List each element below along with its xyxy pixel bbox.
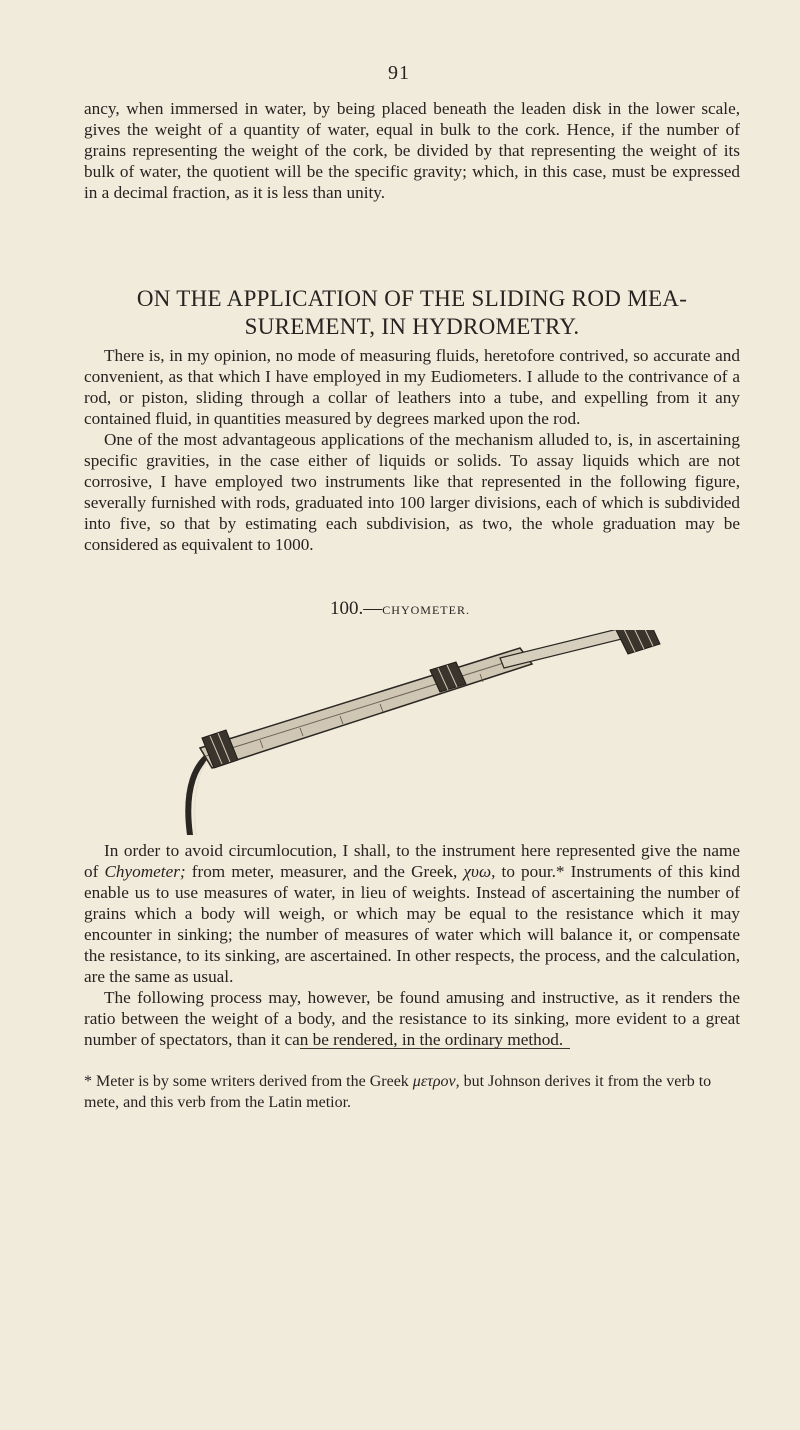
figure-label: CHYOMETER. <box>382 603 470 617</box>
footnote <box>84 1071 740 1113</box>
greek-word-pour: χυω, <box>463 862 496 881</box>
paragraph-process: The following process may, however, be found amusing and instructive, as it renders the ratio between the weight of a body, and the resistance to its sinking, more evident to a great number of spectators, than it can be rendered, in the ordinary method. <box>84 988 740 1049</box>
greek-word-metron: μετρον, <box>412 1073 460 1090</box>
paragraph-specific-gravities: One of the most advantageous applications of the mechanism alluded to, is, in ascertaining specific gravities, in the case either of liquids or solids. To assay liquids which are not corrosive, I have employed two instruments like that represented in the following figure, severally furnished with rods, graduated into 100 larger divisions, each of which is subdivided into five, so that by estimating each subdivision, as two, the whole graduation may be considered as equivalent to 1000. <box>84 430 740 554</box>
collar-lower <box>202 730 238 768</box>
footnote-divider <box>300 1048 570 1049</box>
page-number: 91 <box>388 62 410 84</box>
footnote-text-2: but Johnson derives it from the verb to mete, and this verb from the Latin metior. <box>84 1073 712 1111</box>
figure-caption: 100.—CHYOMETER. <box>330 598 470 619</box>
figure-number: 100. <box>330 598 364 619</box>
paragraph-chyometer-text-2: from meter, measurer, and the Greek, <box>185 862 464 881</box>
continued-paragraph: ancy, when immersed in water, by being placed beneath the leaden disk in the lower scale, gives the weight of a quantity of water, equal in bulk to the cork. Hence, if the number of grains representing the weight of the cork, be divided by that representing the weight of its bulk of water, the quotient will be the specific gravity; which, in this case, must be expressed in a decimal fraction, as it is less than unity. <box>84 99 740 202</box>
tube-barrel <box>200 648 532 768</box>
section-heading-line-1: ON THE APPLICATION OF THE SLIDING ROD MEA- <box>136 286 688 311</box>
paragraph-chyometer-name <box>84 840 740 987</box>
section-heading-line-2: SUREMENT, IN HYDROMETRY. <box>244 314 580 339</box>
chyometer-illustration <box>160 630 720 835</box>
chyometer-term: Chyometer; <box>104 862 186 881</box>
footnote-text-1: * Meter is by some writers derived from the Greek <box>84 1073 413 1090</box>
section-body <box>84 345 740 555</box>
section-heading <box>84 285 740 341</box>
paragraph-chyometer-text-1: In order to avoid circumlocution, I shall, to the instrument here represented give the name of <box>84 841 740 881</box>
rod-handle <box>615 630 660 654</box>
section-body-continued <box>84 840 740 1050</box>
paragraph-chyometer-text-3: to pour.* Instruments of this kind enable us to use measures of water, in lieu of weights. Instead of ascertaining the number of grains which a body will weigh, or which may be equal to the resistance which it may encounter in sinking; the number of measures of water which will balance it, or compensate the resistance, to its sinking, are ascertained. In other respects, the process, and the calculation, are the same as usual. <box>84 862 740 986</box>
paragraph-eudiometer: There is, in my opinion, no mode of measuring fluids, heretofore contrived, so accurate and convenient, as that which I have employed in my Eudiometers. I allude to the contrivance of a rod, or piston, sliding through a collar of leathers into a tube, and expelling from it any contained fluid, in quantities measured by degrees marked upon the rod. <box>84 346 740 428</box>
